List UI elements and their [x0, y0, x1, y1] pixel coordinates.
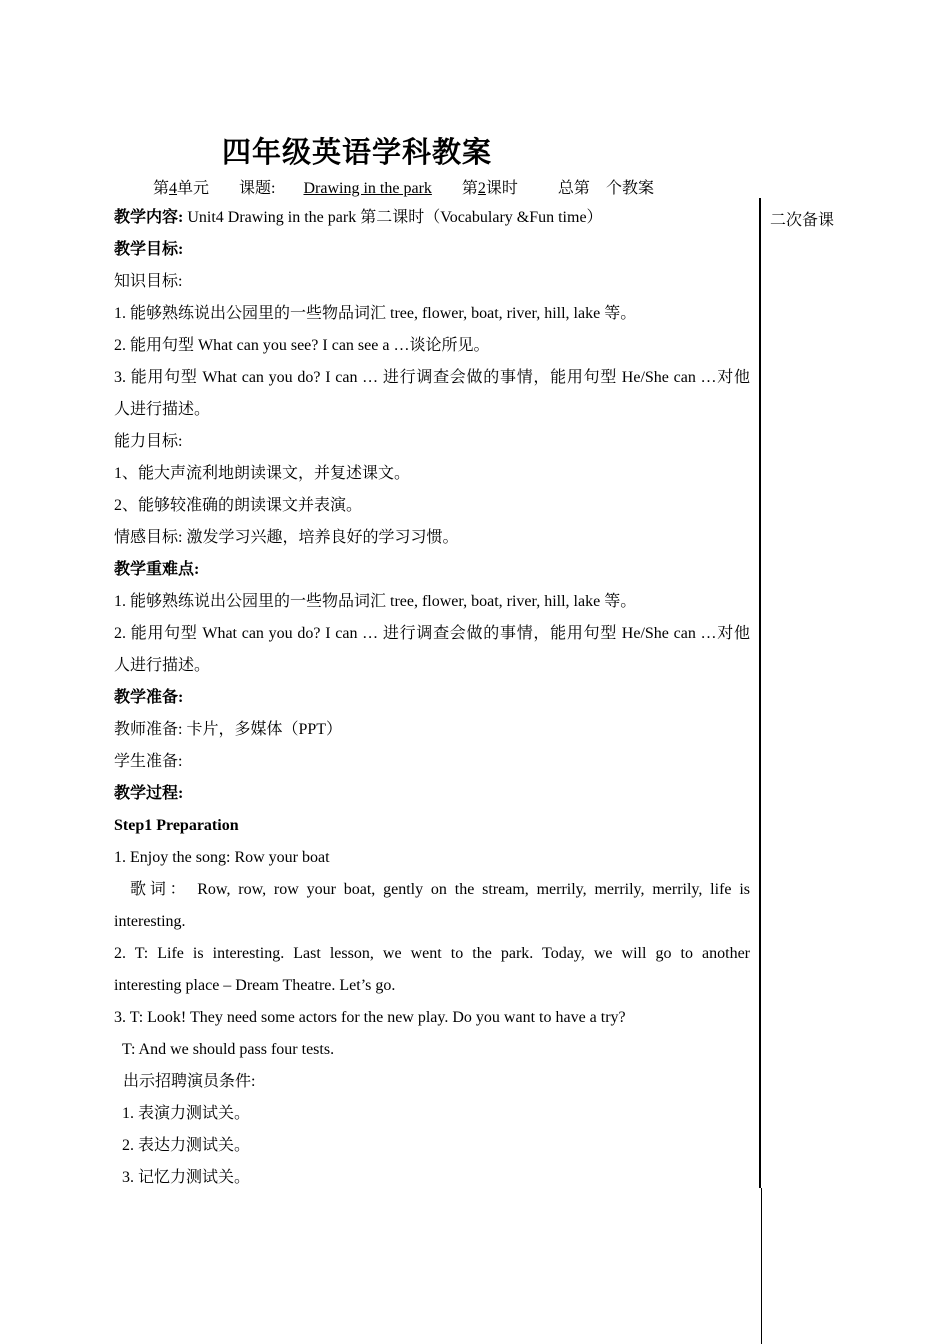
- knowledge-heading: 知识目标:: [114, 273, 183, 290]
- teaching-content-label: 教学内容:: [114, 209, 184, 226]
- document-title: 四年级英语学科教案: [222, 137, 493, 169]
- recruit-conditions-heading: 出示招聘演员条件:: [123, 1073, 256, 1090]
- test-item: 1. 表演力测试关。: [122, 1105, 251, 1122]
- emotion-objective: 情感目标: 激发学习兴趣，培养良好的学习习惯。: [114, 529, 459, 546]
- lesson-plan-body: [114, 202, 750, 1194]
- step-item: 3. T: Look! They need some actors for the new play. Do you want to have a try?: [114, 1009, 626, 1026]
- second-prep-label: 二次备课: [770, 212, 835, 229]
- topic-label: 课题:: [239, 180, 276, 197]
- song-lyrics: 歌词： Row, row, row your boat, gently on the stream, merrily, merrily, merrily, life is: [130, 881, 750, 898]
- key-points-heading: 教学重难点:: [114, 561, 200, 578]
- knowledge-item-cont: 人进行描述。: [114, 401, 211, 418]
- step1-heading: Step1 Preparation: [114, 817, 239, 834]
- unit-prefix: 第: [153, 180, 170, 197]
- unit-suffix: 单元: [177, 180, 210, 197]
- step-item: 2. T: Life is interesting. Last lesson, we went to the park. Today, we will go to another: [114, 945, 750, 962]
- knowledge-item: 2. 能用句型 What can you see? I can see a …谈论所见。: [114, 337, 490, 354]
- lesson-prefix: 第: [461, 180, 478, 197]
- total-prefix: 总第: [557, 180, 590, 197]
- lesson-number: 2: [477, 180, 486, 197]
- knowledge-item: 1. 能够熟练说出公园里的一些物品词汇 tree, flower, boat, river, hill, lake 等。: [114, 305, 637, 322]
- key-point-item: 1. 能够熟练说出公园里的一些物品词汇 tree, flower, boat, river, hill, lake 等。: [114, 593, 637, 610]
- song-lyrics-cont: interesting.: [114, 913, 186, 930]
- step-item-cont: T: And we should pass four tests.: [122, 1041, 335, 1058]
- step-item: 1. Enjoy the song: Row your boat: [114, 849, 330, 866]
- topic-value: Drawing in the park: [303, 180, 432, 197]
- margin-divider: [759, 198, 761, 1188]
- process-heading: 教学过程:: [114, 785, 184, 802]
- teaching-content: [114, 202, 750, 234]
- ability-item: 2、能够较准确的朗读课文并表演。: [114, 497, 363, 514]
- key-point-item-cont: 人进行描述。: [114, 657, 211, 674]
- ability-heading: 能力目标:: [114, 433, 183, 450]
- ability-item: 1、能大声流利地朗读课文，并复述课文。: [114, 465, 411, 482]
- lesson-header: [153, 175, 654, 198]
- step-item-cont: interesting place – Dream Theatre. Let’s go.: [114, 977, 396, 994]
- test-item: 2. 表达力测试关。: [122, 1137, 251, 1154]
- key-point-item: 2. 能用句型 What can you do? I can … 进行调查会做的事情，能用句型 He/She can …对他: [114, 625, 750, 642]
- knowledge-item: 3. 能用句型 What can you do? I can … 进行调查会做的事情，能用句型 He/She can …对他: [114, 369, 750, 386]
- lesson-suffix: 课时: [485, 180, 518, 197]
- student-preparation: 学生准备:: [114, 753, 183, 770]
- total-suffix: 个教案: [605, 180, 654, 197]
- objectives-heading: 教学目标:: [114, 241, 184, 258]
- test-item: 3. 记忆力测试关。: [122, 1169, 251, 1186]
- teacher-preparation: 教师准备: 卡片，多媒体（PPT）: [114, 721, 343, 738]
- preparation-heading: 教学准备:: [114, 689, 184, 706]
- unit-number: 4: [169, 180, 178, 197]
- teaching-content-text: Unit4 Drawing in the park 第二课时（Vocabulary &Fun time）: [187, 209, 603, 226]
- margin-divider-lower: [761, 1188, 762, 1344]
